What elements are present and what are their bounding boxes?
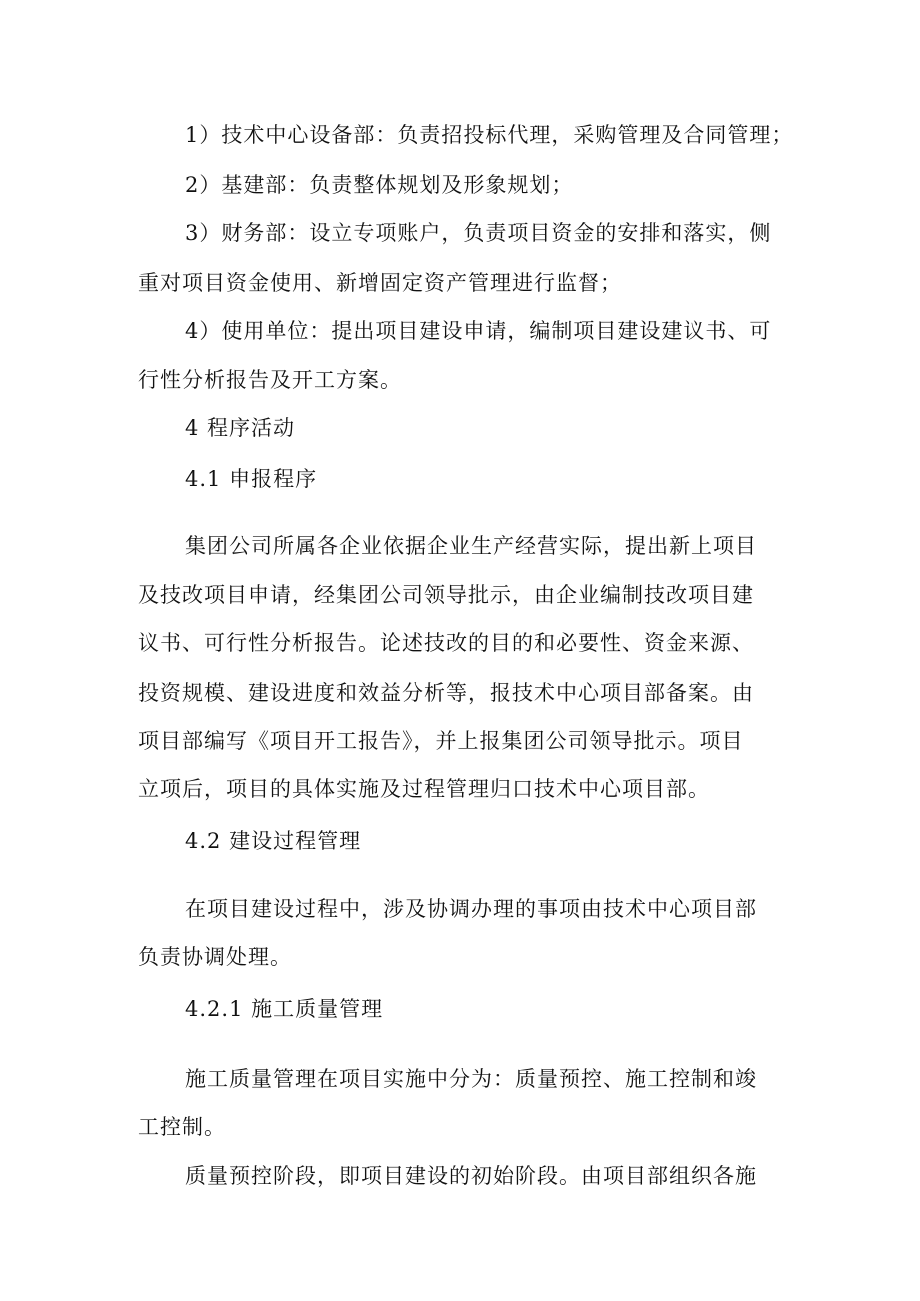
- section-heading: 4.2.1 施工质量管理: [185, 997, 384, 1021]
- text-line: 质量预控阶段，即项目建设的初始阶段。由项目部组织各施: [185, 1164, 757, 1188]
- text-line: 3）财务部：设立专项账户，负责项目资金的安排和落实，侧: [185, 221, 772, 245]
- section-heading: 4.1 申报程序: [185, 467, 318, 491]
- text-line: 工控制。: [138, 1115, 226, 1139]
- text-line: 项目部编写《项目开工报告》，并上报集团公司领导批示。项目: [138, 729, 744, 753]
- text-line: 议书、可行性分析报告。论述技改的目的和必要性、资金来源、: [138, 631, 754, 655]
- section-heading: 4 程序活动: [185, 416, 296, 440]
- text-line: 重对项目资金使用、新增固定资产管理进行监督；: [138, 271, 622, 295]
- text-line: 4）使用单位：提出项目建设申请，编制项目建设建议书、可: [185, 319, 772, 343]
- text-line: 施工质量管理在项目实施中分为：质量预控、施工控制和竣: [185, 1067, 757, 1091]
- text-line: 及技改项目申请，经集团公司领导批示，由企业编制技改项目建: [138, 583, 754, 607]
- text-line: 负责协调处理。: [138, 945, 292, 969]
- text-line: 在项目建设过程中，涉及协调办理的事项由技术中心项目部: [185, 897, 757, 921]
- text-line: 集团公司所属各企业依据企业生产经营实际，提出新上项目: [185, 534, 757, 558]
- text-line: 投资规模、建设进度和效益分析等，报技术中心项目部备案。由: [138, 681, 754, 705]
- section-heading: 4.2 建设过程管理: [185, 829, 362, 853]
- text-line: 立项后，项目的具体实施及过程管理归口技术中心项目部。: [138, 777, 710, 801]
- text-line: 1）技术中心设备部：负责招投标代理，采购管理及合同管理；: [185, 123, 794, 147]
- text-line: 行性分析报告及开工方案。: [138, 368, 402, 392]
- text-line: 2）基建部：负责整体规划及形象规划；: [185, 173, 574, 197]
